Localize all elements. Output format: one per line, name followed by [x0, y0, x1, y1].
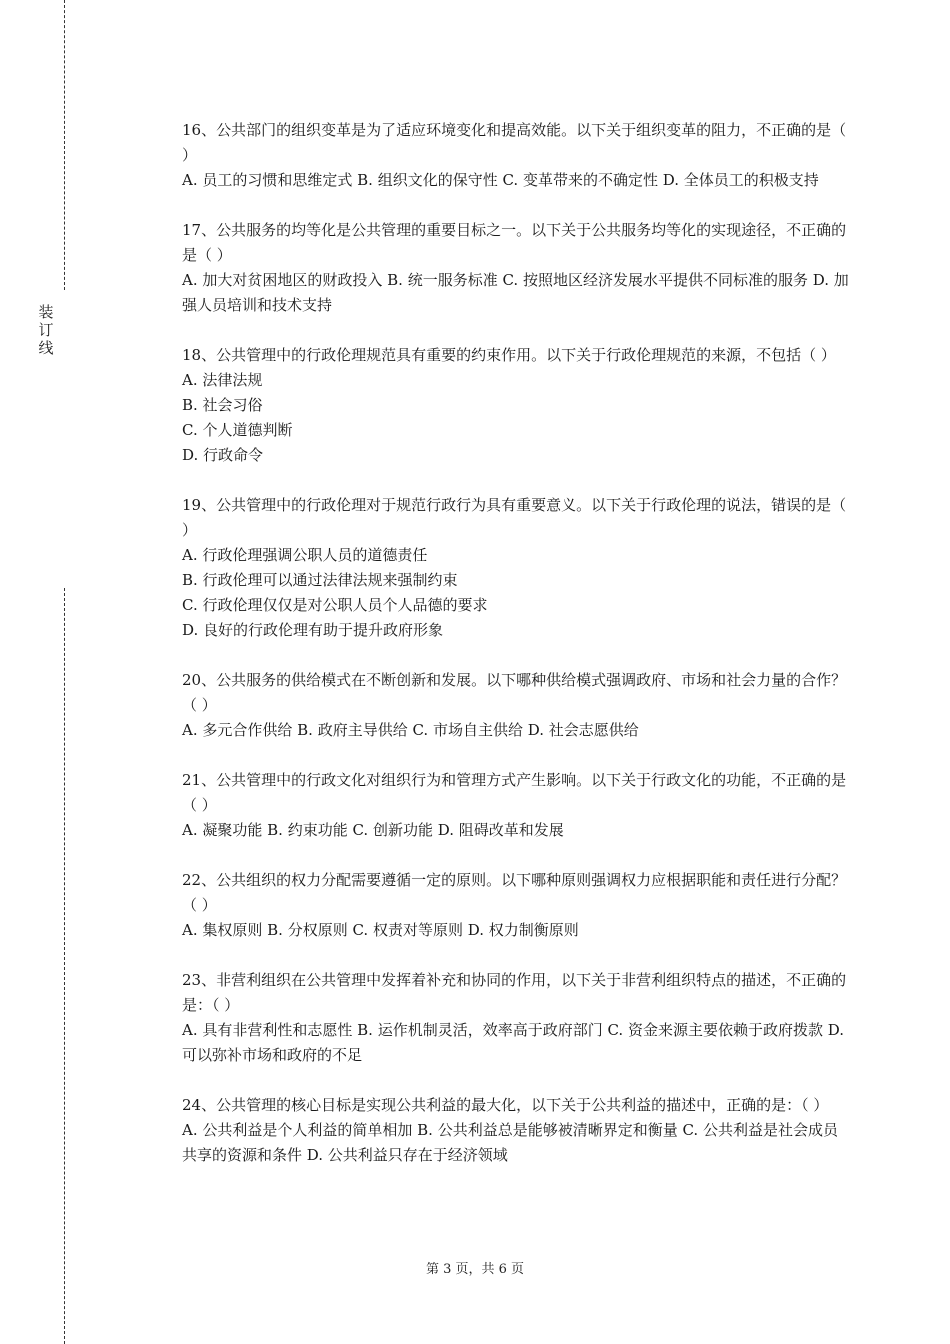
question-options: A. 公共利益是个人利益的简单相加 B. 公共利益总是能够被清晰界定和衡量 C. 公共利益是社会成员共享的资源和条件 D. 公共利益只存在于经济领域 — [182, 1121, 838, 1164]
binding-char: 装 — [38, 303, 54, 321]
page-number: 第 3 页，共 6 页 — [425, 1262, 525, 1277]
question-16 — [182, 118, 850, 193]
question-stem: 18、公共管理中的行政伦理规范具有重要的约束作用。以下关于行政伦理规范的来源，不包括（ ） — [182, 346, 836, 364]
question-21 — [182, 768, 850, 843]
question-23 — [182, 968, 850, 1068]
question-option: D. 良好的行政伦理有助于提升政府形象 — [182, 621, 444, 639]
question-options: A. 凝聚功能 B. 约束功能 C. 创新功能 D. 阻碍改革和发展 — [182, 821, 564, 839]
question-20 — [182, 668, 850, 743]
question-22 — [182, 868, 850, 943]
question-18 — [182, 343, 850, 468]
question-option: B. 社会习俗 — [182, 396, 263, 414]
question-24 — [182, 1093, 850, 1168]
question-option: B. 行政伦理可以通过法律法规来强制约束 — [182, 571, 458, 589]
binding-dashed-line-top — [64, 0, 65, 290]
question-stem: 17、公共服务的均等化是公共管理的重要目标之一。以下关于公共服务均等化的实现途径，不正确的是（ ） — [182, 221, 847, 264]
question-options: A. 多元合作供给 B. 政府主导供给 C. 市场自主供给 D. 社会志愿供给 — [182, 721, 639, 739]
question-stem: 22、公共组织的权力分配需要遵循一定的原则。以下哪种原则强调权力应根据职能和责任进行分配？（ ） — [182, 871, 847, 914]
binding-char: 线 — [38, 339, 54, 357]
question-stem: 23、非营利组织在公共管理中发挥着补充和协同的作用，以下关于非营利组织特点的描述，不正确的是：（ ） — [182, 971, 847, 1014]
question-options: A. 加大对贫困地区的财政投入 B. 统一服务标准 C. 按照地区经济发展水平提供不同标准的服务 D. 加强人员培训和技术支持 — [182, 271, 849, 314]
question-options: A. 具有非营利性和志愿性 B. 运作机制灵活，效率高于政府部门 C. 资金来源主要依赖于政府拨款 D. 可以弥补市场和政府的不足 — [182, 1021, 844, 1064]
binding-line-label — [36, 303, 56, 357]
binding-dashed-line-bottom — [64, 588, 65, 1344]
binding-char: 订 — [38, 321, 54, 339]
question-option: C. 个人道德判断 — [182, 421, 293, 439]
question-list — [182, 118, 850, 1193]
question-stem: 21、公共管理中的行政文化对组织行为和管理方式产生影响。以下关于行政文化的功能，不正确的是（ ） — [182, 771, 847, 814]
question-option: C. 行政伦理仅仅是对公职人员个人品德的要求 — [182, 596, 488, 614]
question-option: A. 行政伦理强调公职人员的道德责任 — [182, 546, 428, 564]
question-stem: 19、公共管理中的行政伦理对于规范行政行为具有重要意义。以下关于行政伦理的说法，错误的是（ ） — [182, 496, 847, 539]
question-options: A. 集权原则 B. 分权原则 C. 权责对等原则 D. 权力制衡原则 — [182, 921, 579, 939]
question-option: D. 行政命令 — [182, 446, 264, 464]
question-17 — [182, 218, 850, 318]
question-19 — [182, 493, 850, 643]
question-stem: 24、公共管理的核心目标是实现公共利益的最大化，以下关于公共利益的描述中，正确的是：（ ） — [182, 1096, 829, 1114]
question-options: A. 员工的习惯和思维定式 B. 组织文化的保守性 C. 变革带来的不确定性 D. 全体员工的积极支持 — [182, 171, 819, 189]
page-footer — [0, 1258, 950, 1277]
question-stem: 16、公共部门的组织变革是为了适应环境变化和提高效能。以下关于组织变革的阻力，不正确的是（ ） — [182, 121, 847, 164]
question-option: A. 法律法规 — [182, 371, 263, 389]
question-stem: 20、公共服务的供给模式在不断创新和发展。以下哪种供给模式强调政府、市场和社会力量的合作？（ ） — [182, 671, 847, 714]
